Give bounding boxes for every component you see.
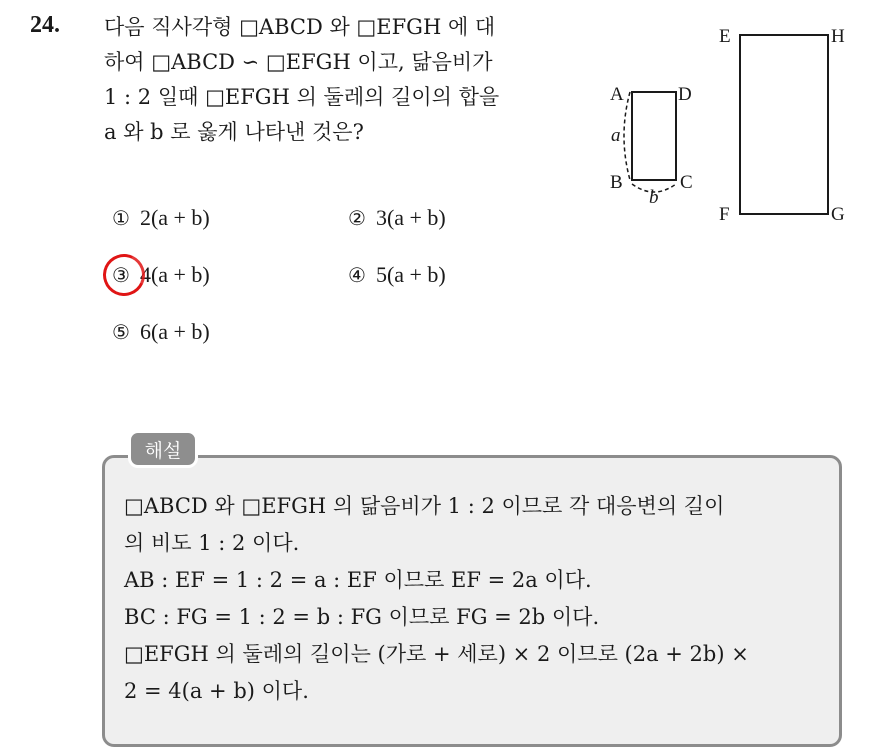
choice-expression: 6(a + b) (139, 319, 210, 344)
choice-expression: 4(a + b) (139, 262, 210, 287)
choice-number: ⑤ (112, 320, 130, 344)
solution-line: □EFGH 의 둘레의 길이는 (가로 + 세로) × 2 이므로 (2a + 2b) × (124, 642, 749, 666)
solution-line: AB : EF = 1 : 2 = a : EF 이므로 EF = 2a 이다. (124, 568, 592, 592)
choice-number-text: ③ (112, 263, 130, 287)
choice-number: ② (348, 206, 366, 230)
choice-expression: 5(a + b) (375, 262, 446, 287)
label-g-vertex: G (831, 204, 845, 225)
solution-tag: 해설 (128, 430, 198, 468)
small-rectangle-abcd (632, 92, 676, 180)
question-line: a 와 b 로 옳게 나타낸 것은? (104, 120, 364, 144)
label-a-vertex: A (610, 84, 624, 105)
choice-expression: 3(a + b) (375, 205, 446, 230)
label-d-vertex: D (678, 84, 692, 105)
solution-line: 2 = 4(a + b) 이다. (124, 679, 309, 703)
choice-expression: 2(a + b) (139, 205, 210, 230)
side-b-label: b (649, 187, 659, 208)
label-c-vertex: C (680, 172, 693, 193)
question-line: 하여 □ABCD ∽ □EFGH 이고, 닮음비가 (104, 50, 493, 74)
question-text (104, 10, 584, 150)
label-b-vertex: B (610, 172, 623, 193)
choice-number-selected (112, 263, 130, 287)
side-a-arc (624, 92, 630, 180)
label-h-vertex: H (831, 26, 845, 47)
choice-5[interactable] (112, 319, 210, 345)
label-e-vertex: E (719, 26, 731, 47)
answer-circle-mark (97, 248, 151, 302)
choice-number: ④ (348, 263, 366, 287)
choice-number: ① (112, 206, 130, 230)
rectangles-figure (598, 14, 868, 234)
choice-3[interactable] (112, 262, 210, 288)
question-number: 24. (30, 12, 60, 38)
choice-4[interactable] (348, 262, 446, 288)
solution-line: □ABCD 와 □EFGH 의 닮음비가 1 : 2 이므로 각 대응변의 길이 (124, 494, 725, 518)
label-f-vertex: F (719, 204, 730, 225)
solution-text (124, 488, 824, 710)
solution-line: 의 비도 1 : 2 이다. (124, 531, 300, 555)
side-a-label: a (611, 125, 621, 146)
question-line: 1 : 2 일때 □EFGH 의 둘레의 길이의 합을 (104, 85, 500, 109)
large-rectangle-efgh (740, 35, 828, 214)
question-line: 다음 직사각형 □ABCD 와 □EFGH 에 대 (104, 15, 496, 39)
figure-svg (598, 14, 868, 234)
choice-1[interactable] (112, 205, 210, 231)
choice-2[interactable] (348, 205, 446, 231)
solution-line: BC : FG = 1 : 2 = b : FG 이므로 FG = 2b 이다. (124, 605, 600, 629)
